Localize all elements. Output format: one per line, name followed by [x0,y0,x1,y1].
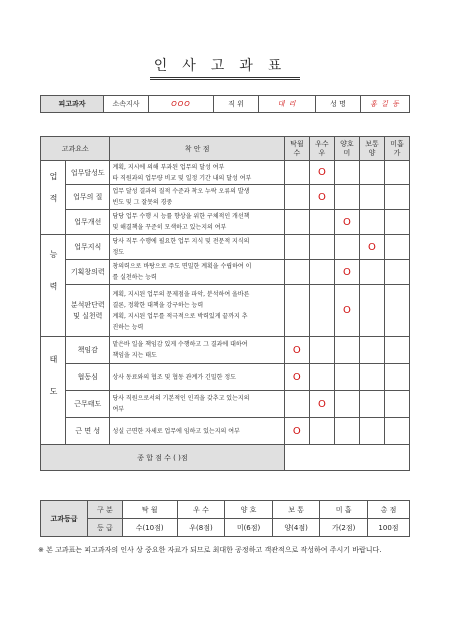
grade-cell[interactable] [359,364,384,391]
grade-head: 우 수 [177,501,225,519]
row-element: 협동심 [66,364,110,391]
grade-cell[interactable] [385,161,410,185]
header-grade-2: 우수우 [309,137,334,161]
row-element: 근무태도 [66,391,110,418]
row-desc: 업무 달성 결과의 질적 수준과 착오 누락 오류의 발생 빈도 및 그 잘못의 경중 [110,185,284,210]
grade-cell[interactable] [334,235,359,260]
footer-note: ※ 본 고과표는 피고과자의 인사 상 중요한 자료가 되므로 최대한 공정하고 객관적으로 작성하여 주시기 바랍니다. [38,546,382,554]
grade-value: 수(10점) [122,519,177,537]
grade-cell[interactable] [334,364,359,391]
row-element: 업무지식 [66,235,110,260]
row-element: 분석판단력 및 실천력 [66,285,110,337]
grade-cell[interactable] [309,260,334,285]
grade-mark[interactable]: O [284,337,309,364]
row-element: 업무의 질 [66,185,110,210]
total-score[interactable]: 종 합 점 수 ( )점 [41,445,285,471]
row-desc: 맡은바 일을 책임감 있게 수행하고 그 결과에 대하여 책임을 지는 태도 [110,337,284,364]
grade-cell[interactable] [359,337,384,364]
group-ability: 능력 [41,235,66,337]
header-grade-5: 미흡가 [385,137,410,161]
grade-cell[interactable] [334,418,359,445]
grade-cell[interactable] [385,364,410,391]
dept-value[interactable]: OOO [149,96,214,113]
target-label: 피고과자 [41,96,104,113]
header-focus: 착 안 점 [110,137,284,161]
grade-cell[interactable] [359,161,384,185]
row-desc: 상사 동료와의 협조 및 협동 관계가 긴밀한 정도 [110,364,284,391]
page-title: 인사고과표 [150,55,300,80]
grade-label: 고과등급 [41,501,88,537]
header-element: 고과요소 [41,137,110,161]
grade-cell[interactable] [334,185,359,210]
grade-value: 미(6점) [225,519,273,537]
grade-cell[interactable] [284,235,309,260]
grade-head: 총 점 [367,501,409,519]
grade-cell[interactable] [309,235,334,260]
grade-mark[interactable]: O [309,185,334,210]
grade-value: 100점 [367,519,409,537]
grade-head: 구 분 [88,501,123,519]
group-attitude: 태도 [41,337,66,445]
grade-cell[interactable] [309,285,334,337]
header-grade-1: 탁월수 [284,137,309,161]
grade-mark[interactable]: O [309,161,334,185]
row-element: 업무달성도 [66,161,110,185]
grade-cell[interactable] [284,391,309,418]
grade-mark[interactable]: O [309,391,334,418]
grade-table [40,500,410,537]
grade-cell[interactable] [309,210,334,235]
grade-mark[interactable]: O [334,210,359,235]
grade-cell[interactable] [334,337,359,364]
row-desc: 당사 직원으로서의 기본적인 인격을 갖추고 있는지의 여부 [110,391,284,418]
grade-cell[interactable] [385,235,410,260]
grade-cell[interactable] [359,391,384,418]
total-blank [284,445,409,471]
grade-cell[interactable] [359,260,384,285]
grade-head: 보 통 [272,501,320,519]
grade-cell[interactable] [385,185,410,210]
name-label: 성 명 [316,96,361,113]
grade-cell[interactable] [359,285,384,337]
row-element: 기획창의력 [66,260,110,285]
grade-head: 탁 월 [122,501,177,519]
grade-value: 가(2점) [320,519,368,537]
grade-value: 우(8점) [177,519,225,537]
row-desc: 계획, 지시에 의해 부과된 업무의 달성 여부 타 직원과의 업무량 비교 및 일정 기간 내의 달성 여부 [110,161,284,185]
grade-cell[interactable] [284,185,309,210]
grade-cell[interactable] [385,337,410,364]
grade-cell[interactable] [284,260,309,285]
grade-cell[interactable] [309,337,334,364]
row-desc: 담당 업무 수행 시 능률 향상을 위한 구체적인 개선책 및 해결책을 꾸준히 모색하고 있는지의 여부 [110,210,284,235]
grade-head: 미 흡 [320,501,368,519]
row-desc: 계획, 지시된 업무의 문제점을 파악, 분석하여 올바른 결론, 정확한 대책을 강구하는 능력 계획, 지시된 업무를 적극적으로 박력있게 끝까지 추 진하는 능력 [110,285,284,337]
grade-mark[interactable]: O [359,235,384,260]
grade-value: 양(4점) [272,519,320,537]
evaluation-table [40,136,410,471]
grade-cell[interactable] [385,418,410,445]
grade-cell[interactable] [385,210,410,235]
header-grade-3: 양호미 [334,137,359,161]
grade-mark[interactable]: O [334,260,359,285]
grade-mark[interactable]: O [284,364,309,391]
grade-cell[interactable] [359,418,384,445]
grade-cell[interactable] [334,391,359,418]
grade-cell[interactable] [385,260,410,285]
dept-label: 소속지사 [104,96,149,113]
grade-head: 양 호 [225,501,273,519]
name-value[interactable]: 홍 길 동 [361,96,410,113]
row-element: 근 면 성 [66,418,110,445]
target-table [40,95,410,113]
grade-mark[interactable]: O [284,418,309,445]
grade-cell[interactable] [284,210,309,235]
grade-cell[interactable] [359,210,384,235]
grade-cell[interactable] [284,161,309,185]
grade-cell[interactable] [385,285,410,337]
row-desc: 당사 직무 수행에 필요한 업무 지식 및 전문적 지식의 정도 [110,235,284,260]
position-label: 직 위 [214,96,259,113]
grade-cell[interactable] [385,391,410,418]
grade-cell[interactable] [359,185,384,210]
row-desc: 창의력으로 바탕으로 주도 면밀한 계획을 수립하여 이 를 실천하는 능력 [110,260,284,285]
grade-cell[interactable] [284,285,309,337]
grade-cell[interactable] [334,161,359,185]
grade-cell[interactable] [309,364,334,391]
header-grade-4: 보통양 [359,137,384,161]
group-performance: 업적 [41,161,66,235]
grade-cell[interactable] [309,418,334,445]
grade-value: 등 급 [88,519,123,537]
position-value[interactable]: 대 리 [259,96,316,113]
row-desc: 성실 근면한 자세로 업무에 임하고 있는지의 여부 [110,418,284,445]
grade-mark[interactable]: O [334,285,359,337]
row-element: 책임감 [66,337,110,364]
row-element: 업무개선 [66,210,110,235]
